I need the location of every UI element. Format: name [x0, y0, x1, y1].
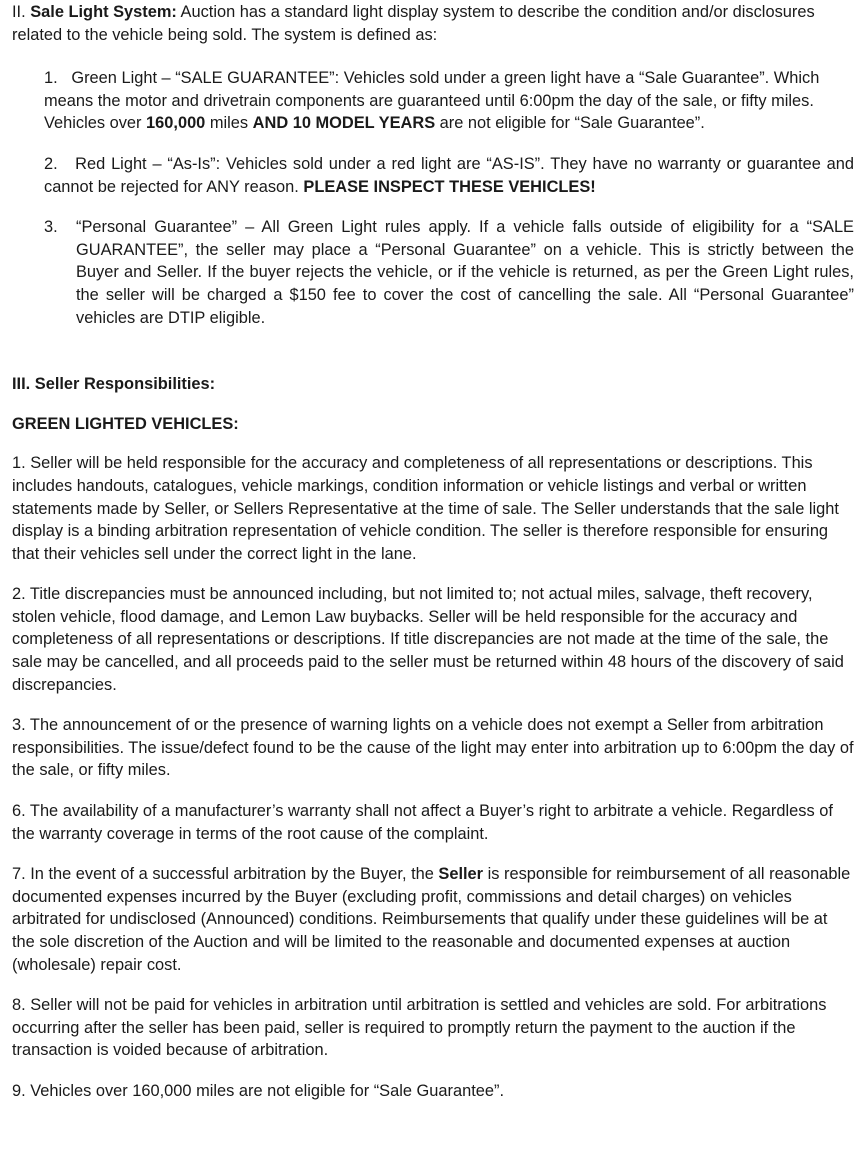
responsibility-item	[12, 714, 854, 782]
responsibility-text: 6. The availability of a manufacturer’s warranty shall not affect a Buyer’s right to arbitrate a vehicle. Regardless of the warranty coverage in terms of the root cause of the complaint.	[12, 802, 833, 843]
responsibility-bold-seller: Seller	[438, 865, 484, 884]
responsibility-item	[12, 452, 854, 565]
green-light-model-years: AND 10 MODEL YEARS	[252, 114, 436, 133]
green-light-mileage: 160,000	[146, 114, 206, 133]
responsibility-text: 1. Seller will be held responsible for the accuracy and completeness of all representations or descriptions. This includes handouts, catalogues, vehicle markings, condition information or vehicle listings and verbal or written statements made by Seller, or Sellers Representative at the time of sale. The Seller understands that the sale light display is a binding arbitration representation of vehicle condition. The seller is therefore responsible for ensuring that their vehicles sell under the correct light in the lane.	[12, 454, 839, 563]
list-number: 3.	[44, 218, 58, 237]
sale-light-list	[12, 67, 854, 329]
responsibility-item	[12, 863, 854, 976]
personal-guarantee-text: “Personal Guarantee” – All Green Light rules apply. If a vehicle falls outside of eligibility for a “SALE GUARANTEE”, the seller may place a “Personal Guarantee” on a vehicle. This is strictly between the Buyer and Seller. If the buyer rejects the vehicle, or if the vehicle is returned, as per the Green Light rules, the seller will be charged a $150 fee to cover the cost of cancelling the sale. All “Personal Guarantee” vehicles are DTIP eligible.	[76, 218, 854, 327]
responsibility-text: 2. Title discrepancies must be announced including, but not limited to; not actual miles, salvage, theft recovery, stolen vehicle, flood damage, and Lemon Law buybacks. Seller will be held responsible for the accuracy and completeness of all representations or descriptions. If title discrepancies are not made at the time of the sale, the sale may be cancelled, and all proceeds paid to the seller must be returned within 48 hours of the discovery of said discrepancies.	[12, 585, 844, 694]
section-2-title: Sale Light System:	[30, 3, 177, 21]
responsibility-item	[12, 800, 854, 845]
responsibility-item	[12, 583, 854, 696]
green-light-item	[44, 67, 854, 135]
responsibility-text: 3. The announcement of or the presence of warning lights on a vehicle does not exempt a Seller from arbitration responsibilities. The issue/defect found to be the cause of the light may enter into arbitration up to 6:00pm the day of the sale, or fifty miles.	[12, 716, 854, 780]
responsibility-text: 7. In the event of a successful arbitration by the Buyer, the	[12, 865, 439, 884]
seller-responsibilities-list	[12, 452, 854, 1102]
section-3-title: III. Seller Responsibilities:	[12, 375, 216, 394]
list-number: 2.	[44, 154, 58, 173]
green-light-text-b: miles	[205, 114, 253, 133]
responsibility-item	[12, 1080, 854, 1103]
list-number: 1.	[44, 69, 58, 88]
responsibility-text: 8. Seller will not be paid for vehicles in arbitration until arbitration is settled and vehicles are sold. For arbitrations occurring after the seller has been paid, seller is required to promptly return the payment to the auction if the transaction is voided because of arbitration.	[12, 996, 827, 1060]
green-light-text-a: Green Light – “SALE GUARANTEE”: Vehicles sold under a green light have a “Sale Guarantee”. Which means the motor and drivetrain components are guaranteed until 6:00pm the day of the sale, or fifty miles. Vehicles over	[44, 69, 820, 133]
red-light-text: Red Light – “As-Is”: Vehicles sold under a red light are “AS-IS”. They have no warranty or guarantee and cannot be rejected for ANY reason.	[44, 154, 855, 196]
red-light-warning: PLEASE INSPECT THESE VEHICLES!	[303, 177, 596, 196]
green-lighted-vehicles-heading: GREEN LIGHTED VEHICLES:	[12, 414, 239, 433]
document-page	[12, 0, 854, 1103]
red-light-item	[44, 153, 854, 198]
responsibility-item	[12, 994, 854, 1062]
section-2-intro	[12, 1, 854, 46]
responsibility-text: is responsible for reimbursement of all reasonable documented expenses incurred by the Buyer (excluding profit, commissions and detail charges) on vehicles arbitrated for undisclosed (Announced) conditions. Reimbursements that qualify under these guidelines will be at the sole discretion of the Auction and will be limited to the reasonable and documented expenses at auction (wholesale) repair cost.	[12, 865, 851, 974]
green-light-text-c: are not eligible for “Sale Guarantee”.	[435, 114, 705, 133]
section-2-prefix: II.	[12, 3, 31, 21]
section-2-intro-text: Auction has a standard light display system to describe the condition and/or disclosures related to the vehicle being sold. The system is defined as:	[12, 3, 815, 44]
responsibility-text: 9. Vehicles over 160,000 miles are not eligible for “Sale Guarantee”.	[12, 1081, 504, 1100]
personal-guarantee-item	[44, 216, 854, 329]
